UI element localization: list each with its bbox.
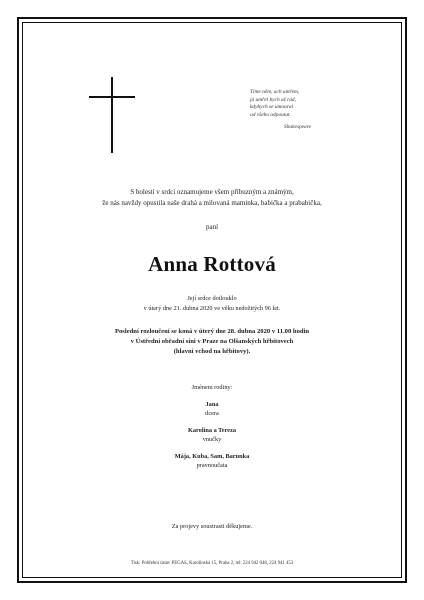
printer-footer: Tisk: Pohřební ústav PEGAS, Karolínská 15, Praha 2, tel: 224 942 048, 224 941 453 xyxy=(130,561,294,566)
thanks-note: Za projevy soustrasti děkujeme. xyxy=(171,523,253,530)
poem-line: kdybych se umoural xyxy=(250,104,294,111)
poem-line: Tíme něm, ach umřem, xyxy=(250,89,300,95)
deceased-name: Anna Rottová xyxy=(148,252,276,276)
death-line: Její srdce dotlouklo xyxy=(187,295,237,302)
family-member-relation: dcera xyxy=(205,410,219,417)
poem-quote xyxy=(250,89,360,132)
poem-line: já umřel bych až rád, xyxy=(250,96,296,103)
intro-line: že nás navždy opustila naše drahá a milovaná maminka, babička a prababička, xyxy=(102,199,322,207)
poem-author: Shakespeare xyxy=(284,124,312,131)
ceremony-line: Poslední rozloučení se koná v úterý dne 28. dubna 2020 v 11.00 hodin xyxy=(114,328,310,335)
announcement-intro xyxy=(22,187,402,209)
family-member-names: Karolína a Tereza xyxy=(187,427,237,434)
death-line: v úterý dne 21. dubna 2020 ve věku nedožitých 96 let. xyxy=(143,304,281,312)
family-member-names: Jana xyxy=(205,401,219,408)
death-notice xyxy=(22,294,402,313)
poem-line: od všeho odpoutat. xyxy=(250,111,291,118)
family-member-names: Mája, Kuba, Sam, Barunka xyxy=(174,453,250,460)
intro-line: S bolestí v srdci oznamujeme všem příbuzným a známým, xyxy=(130,188,294,196)
title-pani: paní xyxy=(205,223,219,231)
family-list xyxy=(22,383,402,470)
ceremony-line: v Ústřední obřadní síni v Praze na Olšanských hřbitovech xyxy=(130,338,294,345)
family-heading: Jménem rodiny: xyxy=(191,384,233,391)
family-member-relation: pravnoučata xyxy=(196,462,228,469)
family-member-relation: vnučky xyxy=(202,436,222,443)
ceremony-line: (hlavní vchod na hřbitovy). xyxy=(173,348,251,355)
cross-icon xyxy=(89,77,135,153)
ceremony-info xyxy=(22,327,402,357)
